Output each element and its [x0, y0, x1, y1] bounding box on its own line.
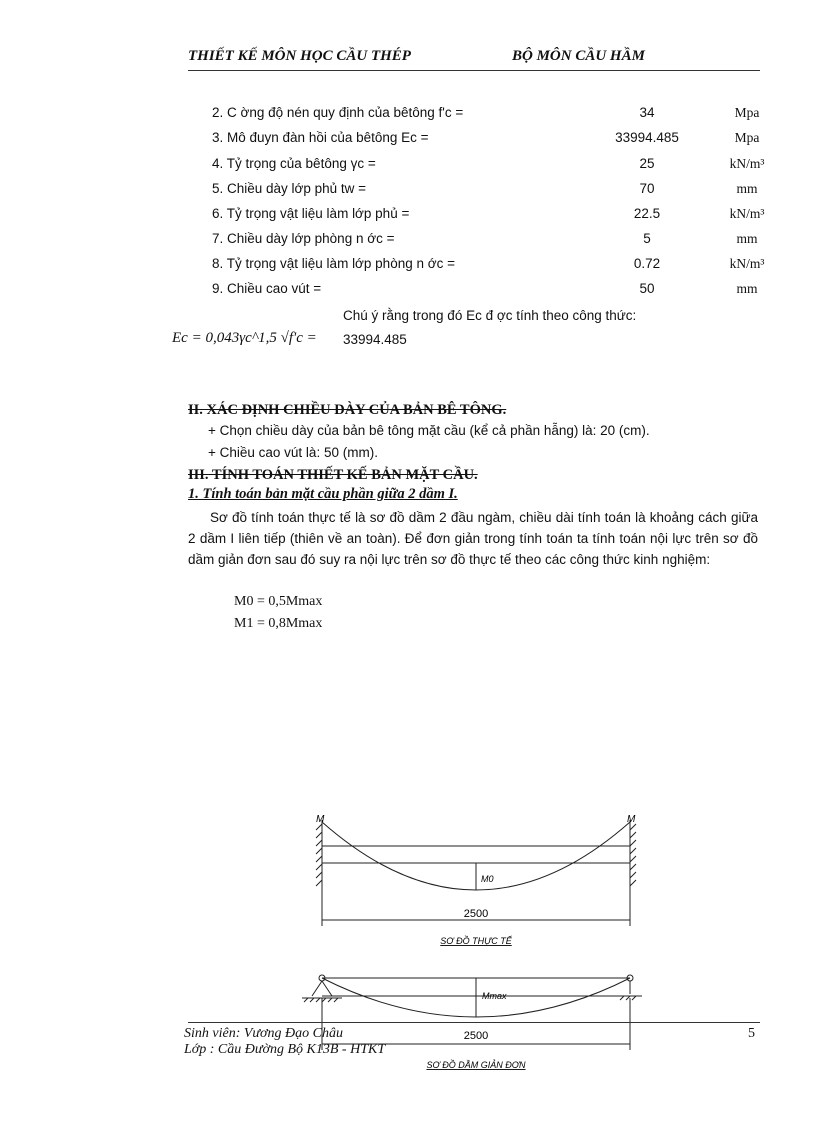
section-3-title: III. TÍNH TOÁN THIẾT KẾ BẢN MẶT CẦU. — [188, 467, 478, 483]
pin-support — [302, 975, 342, 1002]
page-number: 5 — [748, 1026, 755, 1041]
param-value: 22.5 — [633, 206, 661, 221]
roller-support — [618, 975, 642, 1000]
footer-student: Sinh viên: Vương Đạo Châu — [184, 1026, 343, 1041]
param-value: 5 — [643, 231, 651, 246]
param-label: 2. C ờng độ nén quy định của bêtông f'c = — [212, 105, 464, 120]
left-support-hatch — [316, 824, 322, 886]
param-value: 33994.485 — [615, 130, 679, 145]
param-row — [212, 281, 772, 303]
param-unit: kN/m³ — [729, 256, 765, 271]
param-row — [212, 181, 772, 203]
param-label: 8. Tỷ trọng vật liệu làm lớp phòng n ớc = — [212, 256, 455, 271]
param-row — [212, 231, 772, 253]
section-3-subtitle: 1. Tính toán bản mặt cầu phần giữa 2 dầm I. — [188, 486, 458, 502]
param-row — [212, 206, 772, 228]
formula-expression: Ec = 0,043γc^1,5 √f'c = — [172, 330, 317, 346]
param-label: 4. Tỷ trọng của bêtông γc = — [212, 156, 376, 171]
right-moment-label: M — [627, 814, 636, 825]
param-unit: mm — [736, 231, 758, 246]
header-department: BỘ MÔN CẦU HẦM — [512, 48, 645, 64]
formula-result: 33994.485 — [343, 332, 407, 347]
section-3-paragraph: Sơ đồ tính toán thực tế là sơ đồ dầm 2 đầu ngàm, chiều dài tính toán là khoảng cách giữa 2 dầm I liên tiếp (thiên về an toàn). Để đơn giản trong tính toán ta tính toán nội lực trên sơ đồ dầm giản đơn sau đó suy ra nội lực trên sơ đồ thực tế theo các công thức kinh nghiệm: — [188, 510, 758, 567]
footer-rule — [188, 1022, 760, 1023]
header-title: THIẾT KẾ MÔN HỌC CẦU THÉP — [188, 48, 411, 64]
section-2-item-2: + Chiều cao vút là: 50 (mm). — [208, 445, 378, 460]
midspan-moment-label: Mmax — [482, 991, 507, 1001]
param-unit: Mpa — [734, 105, 760, 120]
span-dimension: 2500 — [463, 908, 489, 920]
param-value: 50 — [639, 281, 655, 296]
param-unit: kN/m³ — [729, 156, 765, 171]
param-value: 25 — [639, 156, 655, 171]
right-support-hatch — [630, 824, 636, 886]
param-value: 34 — [639, 105, 655, 120]
param-row — [212, 130, 772, 152]
param-label: 6. Tỷ trọng vật liệu làm lớp phủ = — [212, 206, 410, 221]
equation-m0: M0 = 0,5Mmax — [234, 594, 323, 609]
param-label: 7. Chiều dày lớp phòng n ớc = — [212, 231, 395, 246]
left-moment-label: M — [316, 814, 325, 825]
section-2-title: II. XÁC ĐỊNH CHIỀU DÀY CỦA BẢN BÊ TÔNG. — [188, 402, 507, 418]
midspan-moment-label: M0 — [481, 874, 494, 884]
param-row — [212, 156, 772, 178]
diagram-2-caption: SƠ ĐỒ DẦM GIẢN ĐƠN — [426, 1060, 526, 1070]
footer-class: Lớp : Cầu Đường Bộ K13B - HTKT — [184, 1042, 386, 1057]
param-label: 3. Mô đuyn đàn hồi của bêtông Ec = — [212, 130, 429, 145]
param-unit: mm — [736, 181, 758, 196]
header-rule — [188, 70, 760, 71]
param-row — [212, 256, 772, 278]
param-label: 9. Chiều cao vút = — [212, 281, 322, 296]
param-unit: kN/m³ — [729, 206, 765, 221]
fixed-beam-diagram — [290, 808, 660, 948]
param-label: 5. Chiều dày lớp phủ tw = — [212, 181, 367, 196]
equation-m1: M1 = 0,8Mmax — [234, 616, 323, 631]
param-row — [212, 105, 772, 127]
span-dimension: 2500 — [463, 1030, 489, 1042]
section-2-item-1: + Chọn chiều dày của bản bê tông mặt cầu (kể cả phần hẫng) là: 20 (cm). — [208, 423, 650, 438]
param-unit: mm — [736, 281, 758, 296]
param-unit: Mpa — [734, 130, 760, 145]
formula-note: Chú ý rằng trong đó Ec đ ợc tính theo công thức: — [343, 308, 637, 323]
param-value: 70 — [639, 181, 655, 196]
diagram-1-caption: SƠ ĐỒ THỰC TẾ — [440, 936, 512, 946]
simple-beam-diagram — [290, 968, 660, 1078]
param-value: 0.72 — [633, 256, 661, 271]
